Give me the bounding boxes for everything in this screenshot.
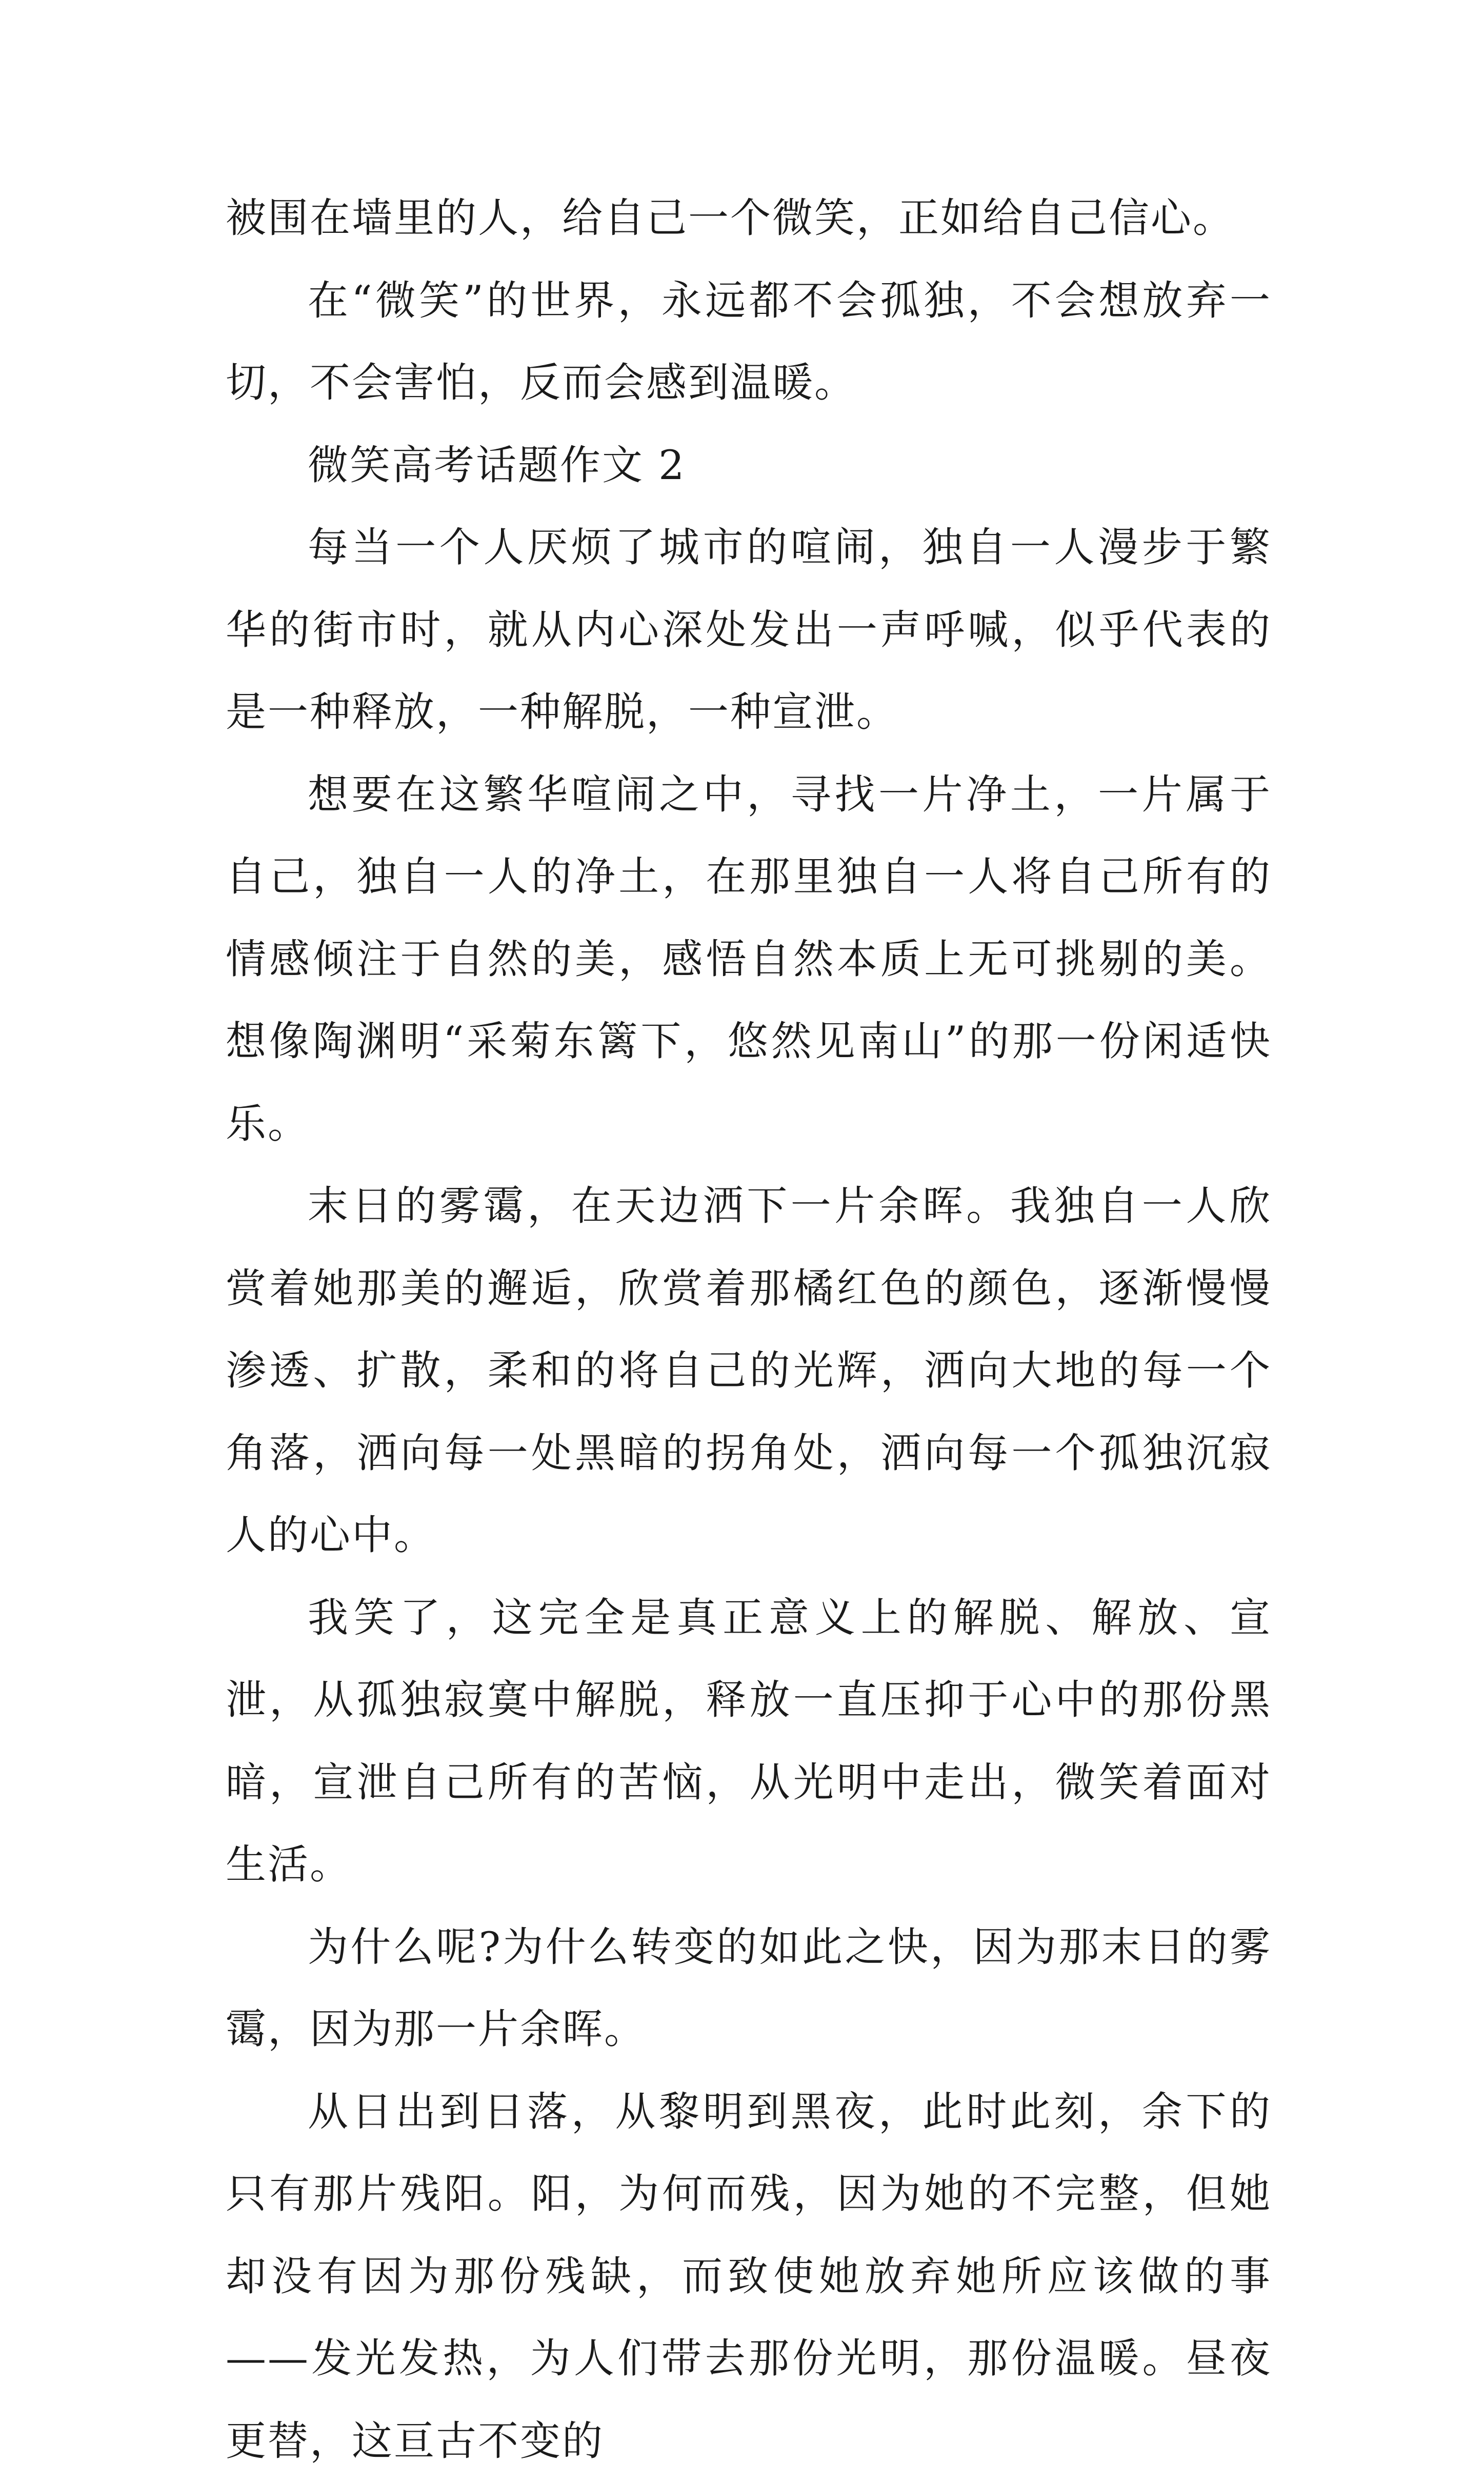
paragraph-3: 每当一个人厌烦了城市的喧闹，独自一人漫步于繁华的街市时，就从内心深处发出一声呼喊，似乎代表的是一种释放，一种解脱，一种宣泄。: [226, 506, 1272, 753]
paragraph-2: 在“微笑”的世界，永远都不会孤独，不会想放弃一切，不会害怕，反而会感到温暖。: [226, 260, 1272, 424]
paragraph-4: 想要在这繁华喧闹之中，寻找一片净土，一片属于自己，独自一人的净土，在那里独自一人将自己所有的情感倾注于自然的美，感悟自然本质上无可挑剔的美。想像陶渊明“采菊东篱下，悠然见南山”的那一份闲适快乐。: [226, 753, 1272, 1165]
paragraph-5: 末日的雾霭，在天边洒下一片余晖。我独自一人欣赏着她那美的邂逅，欣赏着那橘红色的颜色，逐渐慢慢渗透、扩散，柔和的将自己的光辉，洒向大地的每一个角落，洒向每一处黑暗的拐角处，洒向每一个孤独沉寂人的心中。: [226, 1165, 1272, 1577]
paragraph-1: 被围在墙里的人，给自己一个微笑，正如给自己信心。: [226, 177, 1272, 260]
paragraph-7: 为什么呢?为什么转变的如此之快，因为那末日的雾霭，因为那一片余晖。: [226, 1906, 1272, 2071]
paragraph-6: 我笑了，这完全是真正意义上的解脱、解放、宣泄，从孤独寂寞中解脱，释放一直压抑于心中的那份黑暗，宣泄自己所有的苦恼，从光明中走出，微笑着面对生活。: [226, 1577, 1272, 1906]
document-body: [226, 177, 1272, 2482]
paragraph-8: 从日出到日落，从黎明到黑夜，此时此刻，余下的只有那片残阳。阳，为何而残，因为她的不完整，但她却没有因为那份残缺，而致使她放弃她所应该做的事——发光发热，为人们带去那份光明，那份温暖。昼夜更替，这亘古不变的: [226, 2071, 1272, 2482]
section-heading: 微笑高考话题作文 2: [226, 424, 1272, 507]
